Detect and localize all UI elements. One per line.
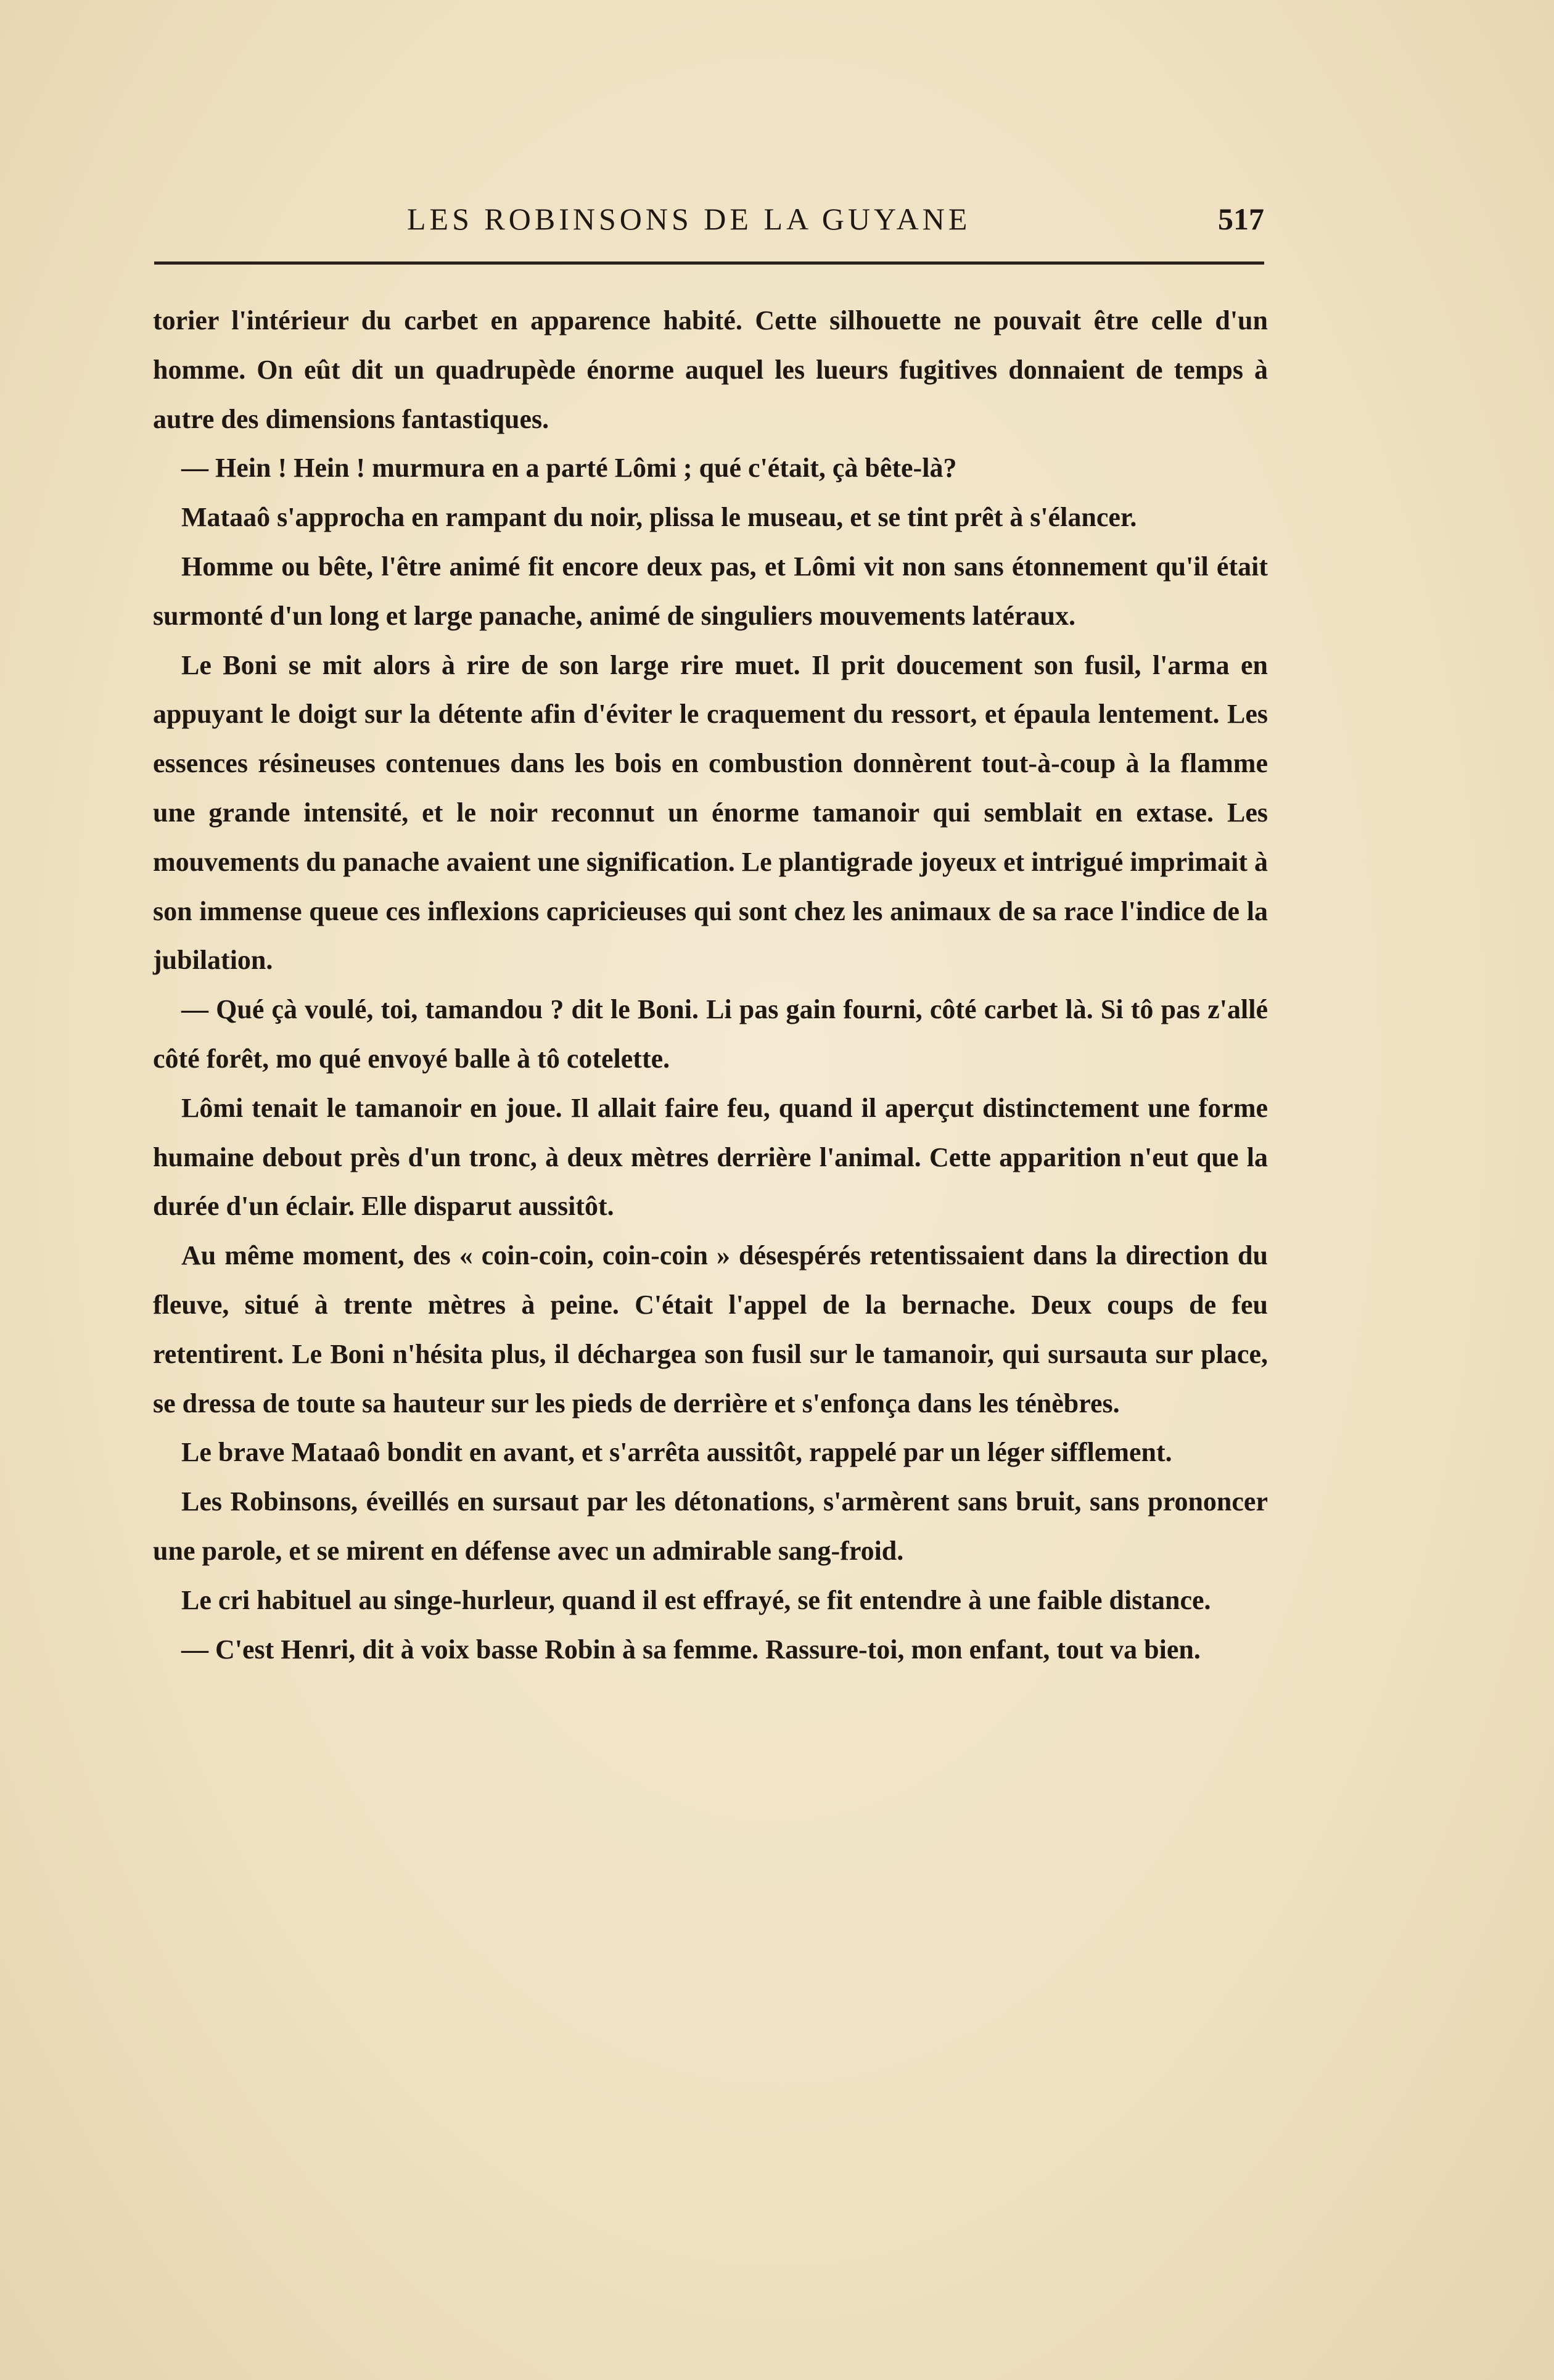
paragraph: torier l'intérieur du carbet en apparence habité. Cette silhouette ne pouvait être celle d'un homme. On eût dit un quadrupède énorme auquel les lueurs fugitives donnaient de temps à autre des dimensions fantastiques.: [153, 305, 1268, 434]
paragraph: — Hein ! Hein ! murmura en a parté Lômi ; qué c'était, çà bête-là?: [181, 453, 957, 484]
paragraph: Homme ou bête, l'être animé fit encore deux pas, et Lômi vit non sans étonnement qu'il était surmonté d'un long et large panache, animé de singuliers mouvements latéraux.: [153, 551, 1268, 631]
page-header: [154, 197, 1264, 247]
paragraph: Lômi tenait le tamanoir en joue. Il allait faire feu, quand il aperçut distinctement une forme humaine debout près d'un tronc, à deux mètres derrière l'animal. Cette apparition n'eut que la durée d'un éclair. Elle disparut aussitôt.: [153, 1092, 1268, 1222]
body-text: [153, 296, 1268, 1674]
paragraph: Le cri habituel au singe-hurleur, quand il est effrayé, se fit entendre à une faible distance.: [181, 1584, 1211, 1615]
header-rule: [154, 261, 1264, 265]
paragraph: Au même moment, des « coin-coin, coin-coin » désespérés retentissaient dans la direction du fleuve, situé à trente mètres à peine. C'était l'appel de la bernache. Deux coups de feu retentirent. Le Boni n'hésita plus, il déchargea son fusil sur le tamanoir, qui sursauta sur place, se dressa de toute sa hauteur sur les pieds de derrière et s'enfonça dans les ténèbres.: [153, 1240, 1268, 1419]
paragraph: — Qué çà voulé, toi, tamandou ? dit le Boni. Li pas gain fourni, côté carbet là. Si tô pas z'allé côté forêt, mo qué envoyé balle à tô cotelette.: [153, 994, 1268, 1074]
paragraph: Mataaô s'approcha en rampant du noir, plissa le museau, et se tint prêt à s'élancer.: [181, 502, 1137, 533]
paragraph: — C'est Henri, dit à voix basse Robin à sa femme. Rassure-toi, mon enfant, tout va bien.: [181, 1634, 1201, 1665]
paragraph: Le brave Mataaô bondit en avant, et s'arrêta aussitôt, rappelé par un léger sifflement.: [181, 1437, 1172, 1468]
paragraph: Les Robinsons, éveillés en sursaut par les détonations, s'armèrent sans bruit, sans prononcer une parole, et se mirent en défense avec un admirable sang-froid.: [153, 1486, 1268, 1566]
page-number: 517: [1218, 202, 1264, 236]
running-title: LES ROBINSONS DE LA GUYANE: [407, 202, 971, 236]
paragraph: Le Boni se mit alors à rire de son large rire muet. Il prit doucement son fusil, l'arma en appuyant le doigt sur la détente afin d'éviter le craquement du ressort, et épaula lentement. Les essences résineuses contenues dans les bois en combustion donnèrent tout-à-coup à la flamme une grande intensité, et le noir reconnut un énorme tamanoir qui semblait en extase. Les mouvements du panache avaient une signification. Le plantigrade joyeux et intrigué imprimait à son immense queue ces inflexions capricieuses qui sont chez les animaux de sa race l'indice de la jubilation.: [153, 649, 1268, 976]
